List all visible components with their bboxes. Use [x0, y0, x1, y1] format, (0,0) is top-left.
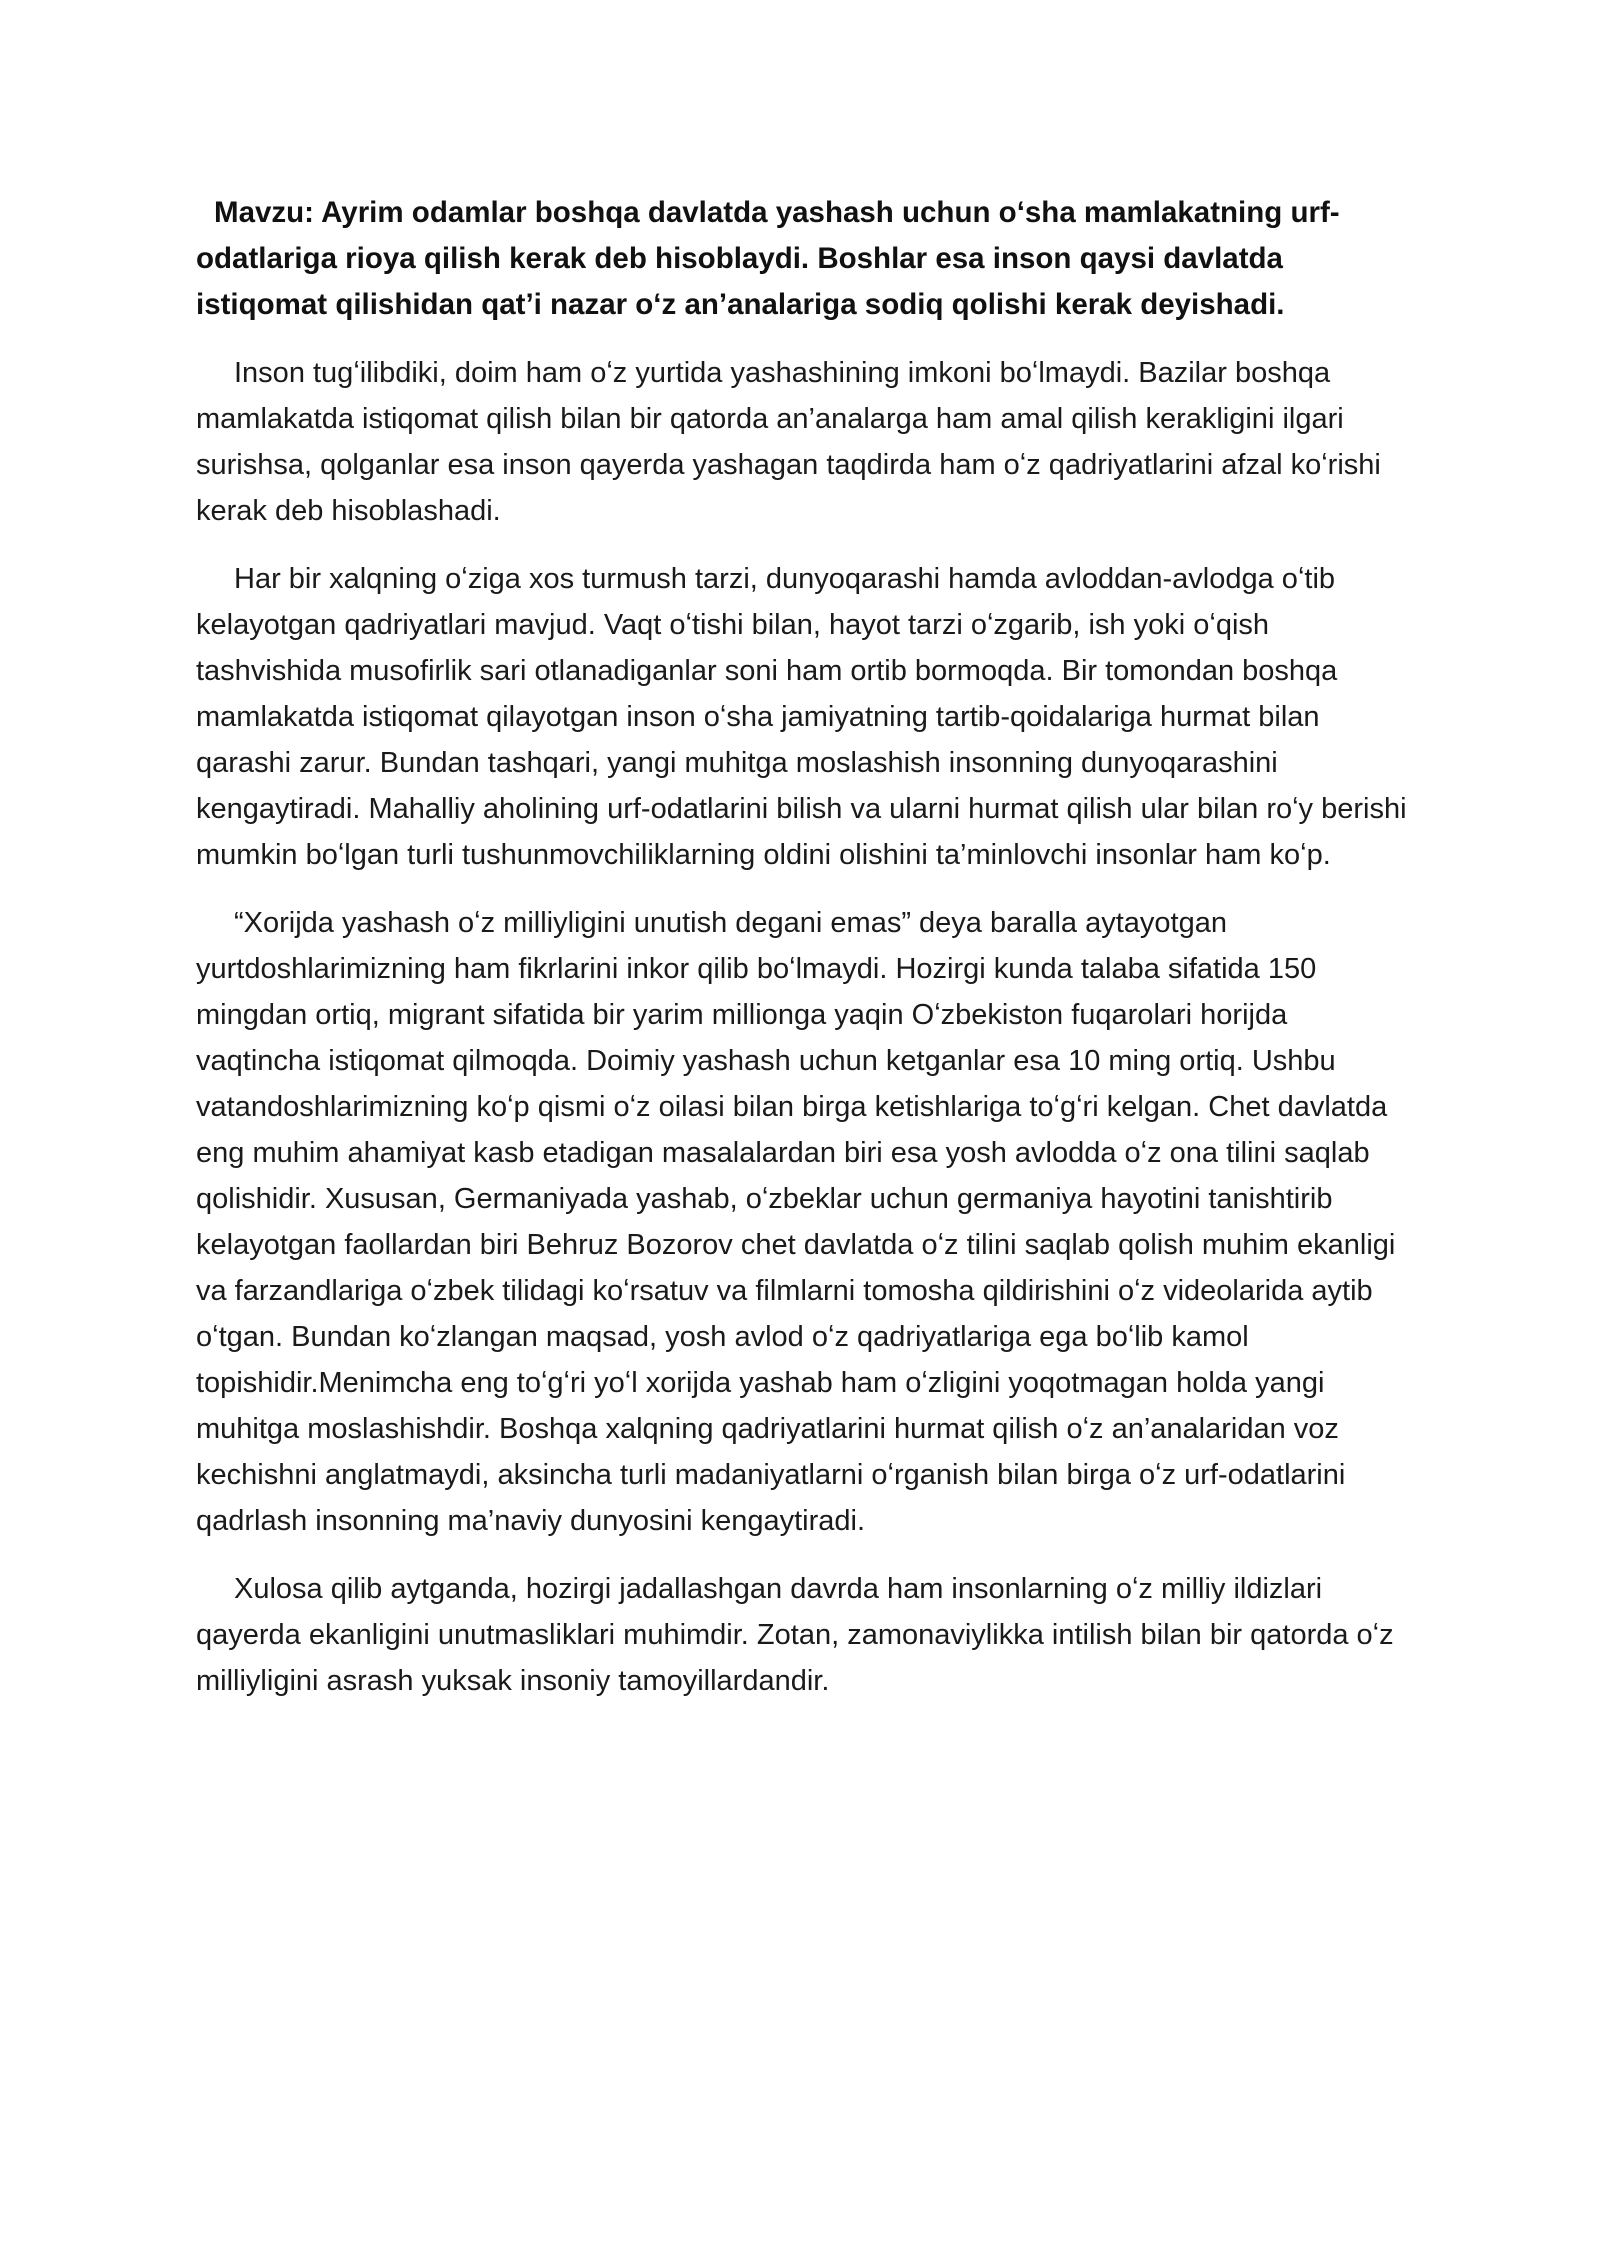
paragraph-conclusion: Xulosa qilib aytganda, hozirgi jadallashgan davrda ham insonlarning oʻz milliy ildizlari qayerda ekanligini unutmasliklari muhimdir. Zotan, zamonaviylikka intilish bilan bir qatorda oʻz milliyligini asrash yuksak insoniy tamoyillardandir. — [196, 1573, 1394, 1697]
paragraph-argument-adaptation: Har bir xalqning oʻziga xos turmush tarzi, dunyoqarashi hamda avloddan-avlodga oʻtib kelayotgan qadriyatlari mavjud. Vaqt oʻtishi bilan, hayot tarzi oʻzgarib, ish yoki oʻqish tashvishida musofirlik sari otlanadiganlar soni ham ortib bormoqda. Bir tomondan boshqa mamlakatda istiqomat qilayotgan inson oʻsha jamiyatning tartib-qoidalariga hurmat bilan qarashi zarur. Bundan tashqari, yangi muhitga moslashish insonning dunyoqarashini kengaytiradi. Mahalliy aholining urf-odatlarini bilish va ularni hurmat qilish ular bilan roʻy berishi mumkin boʻlgan turli tushunmovchiliklarning oldini olishini ta’minlovchi insonlar ham koʻp. — [196, 563, 1407, 871]
paragraph-argument-identity: “Xorijda yashash oʻz milliyligini unutish degani emas” deya baralla aytayotgan yurtdoshlarimizning ham fikrlarini inkor qilib boʻlmaydi. Hozirgi kunda talaba sifatida 150 mingdan ortiq, migrant sifatida bir yarim millionga yaqin Oʻzbekiston fuqarolari horijda vaqtincha istiqomat qilmoqda. Doimiy yashash uchun ketganlar esa 10 ming ortiq. Ushbu vatandoshlarimizning koʻp qismi oʻz oilasi bilan birga ketishlariga toʻgʻri kelgan. Chet davlatda eng muhim ahamiyat kasb etadigan masalalardan biri esa yosh avlodda oʻz ona tilini saqlab qolishidir. Xususan, Germaniyada yashab, oʻzbeklar uchun germaniya hayotini tanishtirib kelayotgan faollardan biri Behruz Bozorov chet davlatda oʻz tilini saqlab qolish muhim ekanligi va farzandlariga oʻzbek tilidagi koʻrsatuv va filmlarni tomosha qildirishini oʻz videolarida aytib oʻtgan. Bundan koʻzlangan maqsad, yosh avlod oʻz qadriyatlariga ega boʻlib kamol topishidir.Menimcha eng toʻgʻri yoʻl xorijda yashab ham oʻzligini yoqotmagan holda yangi muhitga moslashishdir. Boshqa xalqning qadriyatlarini hurmat qilish oʻz an’analaridan voz kechishni anglatmaydi, aksincha turli madaniyatlarni oʻrganish bilan birga oʻz urf-odatlarini qadrlash insonning ma’naviy dunyosini kengaytiradi. — [196, 907, 1396, 1537]
essay-title: Mavzu: Ayrim odamlar boshqa davlatda yashash uchun oʻsha mamlakatning urf-odatlariga rioya qilish kerak deb hisoblaydi. Boshlar esa inson qaysi davlatda istiqomat qilishidan qat’i nazar oʻz an’analariga sodiq qolishi kerak deyishadi. — [196, 196, 1340, 321]
essay-body — [196, 190, 1411, 1726]
paragraph-intro: Inson tugʻilibdiki, doim ham oʻz yurtida yashashining imkoni boʻlmaydi. Bazilar boshqa mamlakatda istiqomat qilish bilan bir qatorda an’analarga ham amal qilish kerakligini ilgari surishsa, qolganlar esa inson qayerda yashagan taqdirda ham oʻz qadriyatlarini afzal koʻrishi kerak deb hisoblashadi. — [196, 357, 1381, 527]
